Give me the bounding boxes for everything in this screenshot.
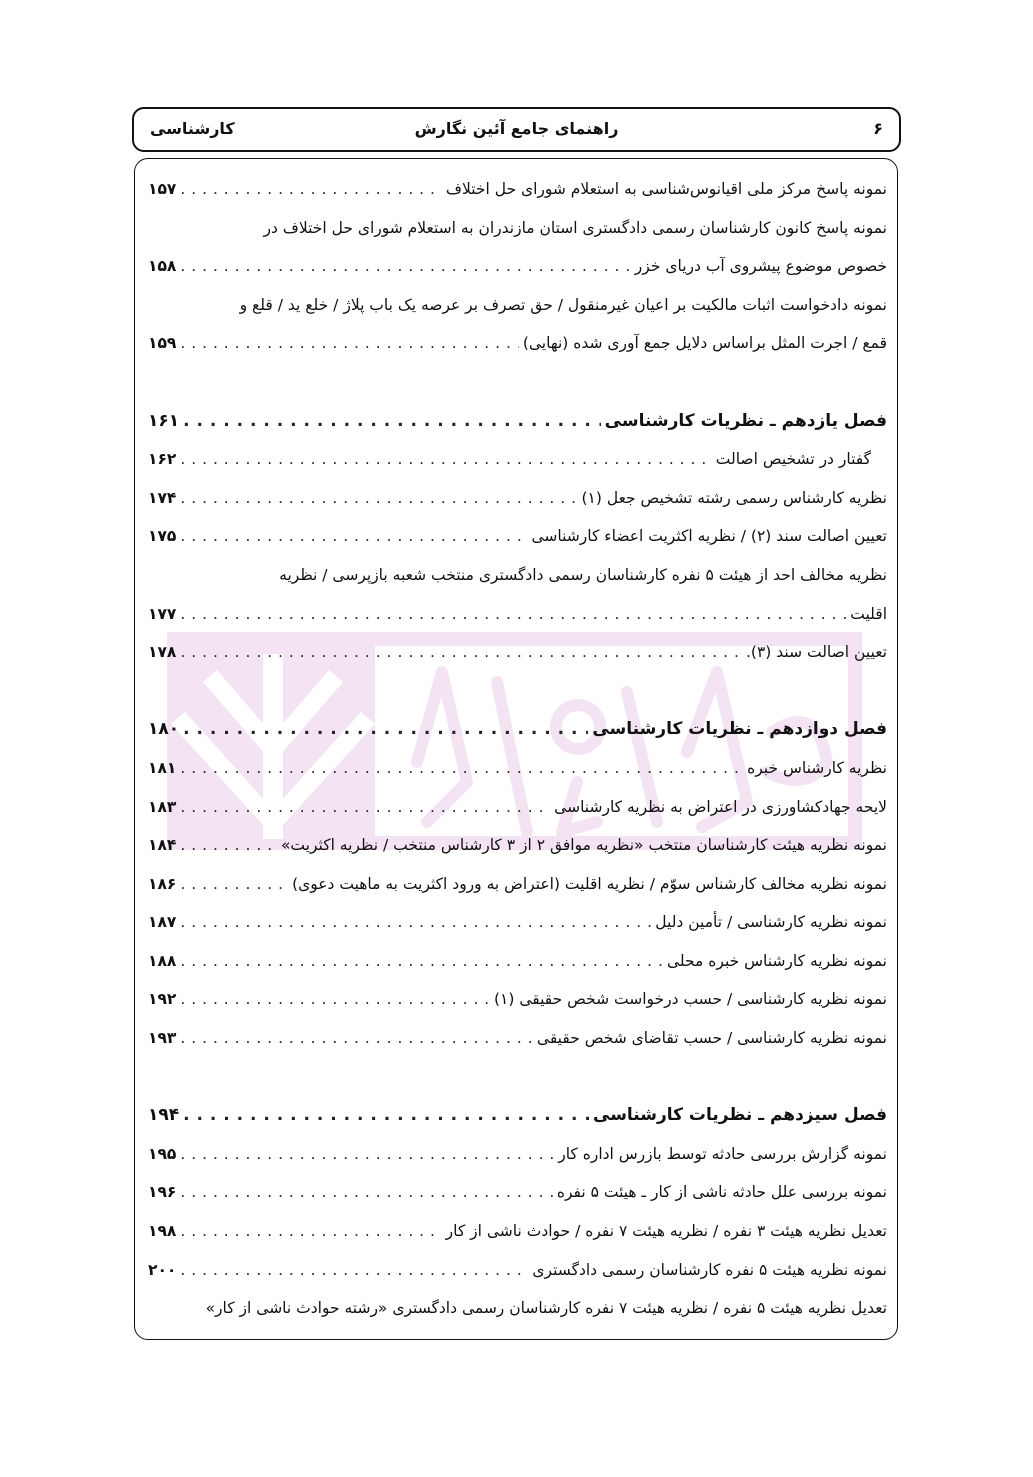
leader-dots bbox=[180, 440, 711, 479]
toc-entry-page: ۱۹۲ bbox=[148, 990, 177, 1009]
toc-entry-title: قمع / اجرت المثل براساس دلایل جمع آوری شده (نهایی) bbox=[522, 334, 887, 353]
leader-dots bbox=[180, 170, 442, 209]
toc-entry[interactable] bbox=[148, 209, 887, 248]
leader-dots bbox=[180, 1135, 554, 1174]
leader-dots bbox=[180, 1019, 533, 1058]
leader-dots bbox=[180, 865, 288, 904]
toc-entry-title: نمونه نظریه هیئت ۵ نفره کارشناسان رسمی دادگستری bbox=[532, 1260, 887, 1279]
toc-chapter-12[interactable] bbox=[148, 710, 887, 749]
leader-dots bbox=[180, 1212, 441, 1251]
toc-entry-title: نظریه مخالف احد از هیئت ۵ نفره کارشناسان رسمی دادگستری منتخب شعبه بازپرسی / نظریه bbox=[279, 565, 887, 584]
leader-dots bbox=[180, 826, 277, 865]
toc-entry-page: ۲۰۰ bbox=[148, 1260, 177, 1279]
toc-entry[interactable] bbox=[148, 1019, 887, 1058]
toc-entry[interactable] bbox=[148, 556, 887, 595]
toc-entry-title: نمونه دادخواست اثبات مالکیت بر اعیان غیرمنقول / حق تصرف بر عرصه یک باب پلاژ / خلع ید / قلع و bbox=[239, 295, 887, 314]
toc-entry-page: ۱۸۸ bbox=[148, 951, 177, 970]
page-number: ۶ bbox=[873, 119, 883, 138]
toc-entry-continuation[interactable] bbox=[148, 247, 887, 286]
toc-entry[interactable] bbox=[148, 286, 887, 325]
toc-entry-page: ۱۵۸ bbox=[148, 257, 177, 276]
toc-entry-page: ۱۸۳ bbox=[148, 797, 177, 816]
leader-dots bbox=[180, 903, 651, 942]
toc-entry-title: تعیین اصالت سند (۳). bbox=[745, 643, 887, 662]
toc-entry-page: ۱۷۸ bbox=[148, 643, 177, 662]
toc-entry[interactable] bbox=[148, 826, 887, 865]
toc-entry-page: ۱۸۴ bbox=[148, 836, 177, 855]
chapter-title: فصل دوازدهم ـ نظریات کارشناسی bbox=[592, 719, 887, 740]
toc-entry[interactable] bbox=[148, 903, 887, 942]
running-header bbox=[132, 107, 901, 152]
toc-entry[interactable] bbox=[148, 980, 887, 1019]
toc-entry-continuation[interactable] bbox=[148, 595, 887, 634]
leader-dots bbox=[180, 479, 577, 518]
toc-entry-title: نمونه نظریه مخالف کارشناس سوّم / نظریه اقلیت (اعتراض به ورود اکثریت به ماهیت دعوی) bbox=[292, 874, 887, 893]
toc-entry-page: ۱۸۷ bbox=[148, 913, 177, 932]
leader-dots bbox=[180, 517, 527, 556]
chapter-page: ۱۹۴ bbox=[148, 1105, 180, 1126]
chapter-title: فصل سیزدهم ـ نظریات کارشناسی bbox=[593, 1105, 887, 1126]
toc-entry-title: نمونه نظریه کارشناس خبره محلی bbox=[666, 951, 887, 970]
toc-entry-title: نمونه پاسخ مرکز ملی اقیانوس‌شناسی به استعلام شورای حل اختلاف bbox=[445, 180, 887, 198]
chapter-page: ۱۶۱ bbox=[148, 410, 180, 431]
toc-entry-title: خصوص موضوع پیشروی آب دریای خزر bbox=[634, 257, 887, 276]
toc-entry-title: گفتار در تشخیص اصالت bbox=[715, 450, 871, 469]
toc-entry-title: نمونه نظریه هیئت کارشناسان منتخب «نظریه موافق ۲ از ۳ کارشناس منتخب / نظریه اکثریت» bbox=[280, 836, 887, 855]
toc-entry-page: ۱۶۲ bbox=[148, 450, 177, 469]
section-title: کارشناسی bbox=[150, 119, 235, 138]
toc-entry[interactable] bbox=[148, 1289, 887, 1328]
leader-dots bbox=[180, 324, 518, 363]
toc-entry[interactable] bbox=[148, 440, 887, 479]
toc-entry[interactable] bbox=[148, 1173, 887, 1212]
toc-entry[interactable] bbox=[148, 1251, 887, 1290]
toc-entry[interactable] bbox=[148, 749, 887, 788]
toc-entry-page: ۱۵۹ bbox=[148, 334, 177, 353]
toc-entry-page: ۱۹۳ bbox=[148, 1029, 177, 1048]
toc-chapter-11[interactable] bbox=[148, 402, 887, 441]
chapter-title: فصل یازدهم ـ نظریات کارشناسی bbox=[604, 410, 887, 431]
leader-dots bbox=[180, 788, 550, 827]
leader-dots bbox=[180, 633, 742, 672]
toc-entry[interactable] bbox=[148, 633, 887, 672]
toc-entry-page: ۱۹۵ bbox=[148, 1144, 177, 1163]
toc-entry[interactable] bbox=[148, 479, 887, 518]
toc-entry-page: ۱۷۷ bbox=[148, 604, 177, 623]
leader-dots bbox=[180, 595, 846, 634]
toc-entry-title: اقلیت bbox=[850, 604, 887, 623]
leader-dots bbox=[180, 1173, 552, 1212]
toc-entry-title: لایحه جهادکشاورزی در اعتراض به نظریه کارشناسی bbox=[554, 797, 887, 816]
leader-dots bbox=[183, 710, 588, 749]
leader-dots bbox=[183, 402, 601, 441]
leader-dots bbox=[183, 1096, 589, 1135]
toc-entry-title: نظریه کارشناس رسمی رشته تشخیص جعل (۱) bbox=[581, 488, 887, 507]
toc-entry[interactable] bbox=[148, 942, 887, 981]
toc-entry-title: نمونه بررسی علل حادثه ناشی از کار ـ هیئت ۵ نفره bbox=[556, 1183, 887, 1202]
book-title: راهنمای جامع آئین نگارش bbox=[414, 119, 619, 138]
toc-entry[interactable] bbox=[148, 1212, 887, 1251]
toc-entry-title: نمونه پاسخ کانون کارشناسان رسمی دادگستری استان مازندران به استعلام شورای حل اختلاف در bbox=[263, 218, 887, 237]
toc-entry-page: ۱۹۸ bbox=[148, 1222, 177, 1241]
toc-chapter-13[interactable] bbox=[148, 1096, 887, 1135]
toc-entry-title: نمونه گزارش بررسی حادثه توسط بازرس اداره کار bbox=[558, 1144, 887, 1163]
leader-dots bbox=[180, 1251, 528, 1290]
toc-entry-title: نظریه کارشناس خبره bbox=[747, 758, 887, 777]
toc-entry-page: ۱۵۷ bbox=[148, 180, 177, 198]
toc-entry-continuation[interactable] bbox=[148, 324, 887, 363]
toc-entry-page: ۱۸۶ bbox=[148, 874, 177, 893]
leader-dots bbox=[180, 247, 630, 286]
toc-entry[interactable] bbox=[148, 170, 887, 209]
toc-entry-title: نمونه نظریه کارشناسی / حسب درخواست شخص حقیقی (۱) bbox=[493, 990, 887, 1009]
table-of-contents bbox=[148, 170, 887, 1328]
toc-entry-title: تعدیل نظریه هیئت ۵ نفره / نظریه هیئت ۷ نفره کارشناسان رسمی دادگستری «رشته حوادث ناشی از کار» bbox=[205, 1299, 887, 1318]
toc-entry-page: ۱۷۵ bbox=[148, 527, 177, 546]
toc-entry-title: تعدیل نظریه هیئت ۳ نفره / نظریه هیئت ۷ نفره / حوادث ناشی از کار bbox=[445, 1222, 887, 1241]
toc-entry-page: ۱۹۶ bbox=[148, 1183, 177, 1202]
toc-entry[interactable] bbox=[148, 1135, 887, 1174]
toc-entry-title: نمونه نظریه کارشناسی / تأمین دلیل bbox=[655, 913, 887, 932]
toc-entry-page: ۱۷۴ bbox=[148, 488, 177, 507]
toc-entry[interactable] bbox=[148, 517, 887, 556]
toc-entry[interactable] bbox=[148, 788, 887, 827]
leader-dots bbox=[180, 942, 663, 981]
leader-dots bbox=[180, 749, 743, 788]
toc-entry[interactable] bbox=[148, 865, 887, 904]
toc-entry-title: تعیین اصالت سند (۲) / نظریه اکثریت اعضاء کارشناسی bbox=[531, 527, 887, 546]
leader-dots bbox=[180, 980, 490, 1019]
toc-entry-title: نمونه نظریه کارشناسی / حسب تقاضای شخص حقیقی bbox=[536, 1029, 887, 1048]
chapter-page: ۱۸۰ bbox=[148, 719, 180, 740]
toc-entry-page: ۱۸۱ bbox=[148, 758, 177, 777]
